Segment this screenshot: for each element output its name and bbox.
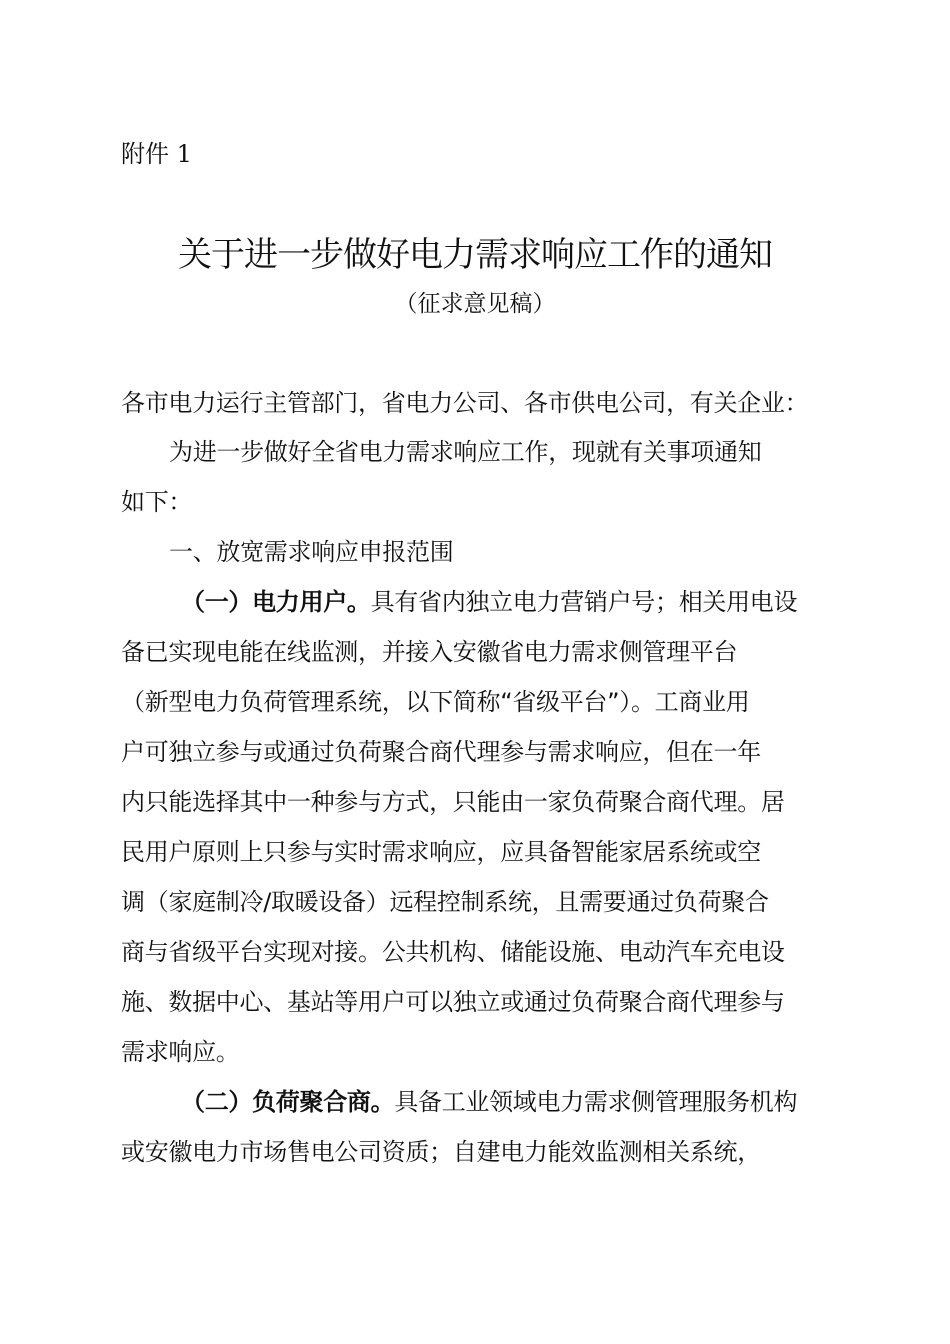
item2-first-line (181, 1086, 797, 1118)
item1-line: 民用户原则上只参与实时需求响应，应具备智能家居系统或空 (121, 838, 761, 866)
document-title: 关于进一步做好电力需求响应工作的通知 (178, 235, 772, 275)
item2-label: （二）负荷聚合商。 (181, 1088, 395, 1116)
item1-line: 商与省级平台实现对接。公共机构、储能设施、电动汽车充电设 (121, 938, 785, 966)
item1-line: 调（家庭制冷/取暖设备）远程控制系统，且需要通过负荷聚合 (121, 888, 769, 916)
attachment-label: 附件 1 (121, 140, 192, 168)
item1-line: 需求响应。 (121, 1038, 240, 1066)
item1-first-line (181, 586, 797, 618)
addressee-line: 各市电力运行主管部门，省电力公司、各市供电公司，有关企业： (121, 389, 809, 417)
item1-line: 内只能选择其中一种参与方式，只能由一家负荷聚合商代理。居 (121, 788, 785, 816)
item1-label: （一）电力用户。 (181, 588, 371, 616)
item1-first-line-text: 具有省内独立电力营销户号；相关用电设 (370, 588, 798, 616)
item1-line: 施、数据中心、基站等用户可以独立或通过负荷聚合商代理参与 (121, 988, 785, 1016)
item2-first-line-text: 具备工业领域电力需求侧管理服务机构 (394, 1088, 798, 1116)
item1-line: 备已实现电能在线监测，并接入安徽省电力需求侧管理平台 (121, 638, 738, 666)
item1-line: （新型电力负荷管理系统，以下简称“省级平台”）。工商业用 (121, 688, 750, 716)
intro-line-1: 为进一步做好全省电力需求响应工作，现就有关事项通知 (169, 438, 762, 466)
item2-line: 或安徽电力市场售电公司资质；自建电力能效监测相关系统， (121, 1138, 761, 1166)
item1-line: 户可独立参与或通过负荷聚合商代理参与需求响应，但在一年 (121, 738, 761, 766)
intro-line-2: 如下： (121, 488, 193, 516)
document-subtitle: （征求意见稿） (394, 291, 556, 317)
section1-heading: 一、放宽需求响应申报范围 (169, 538, 454, 566)
